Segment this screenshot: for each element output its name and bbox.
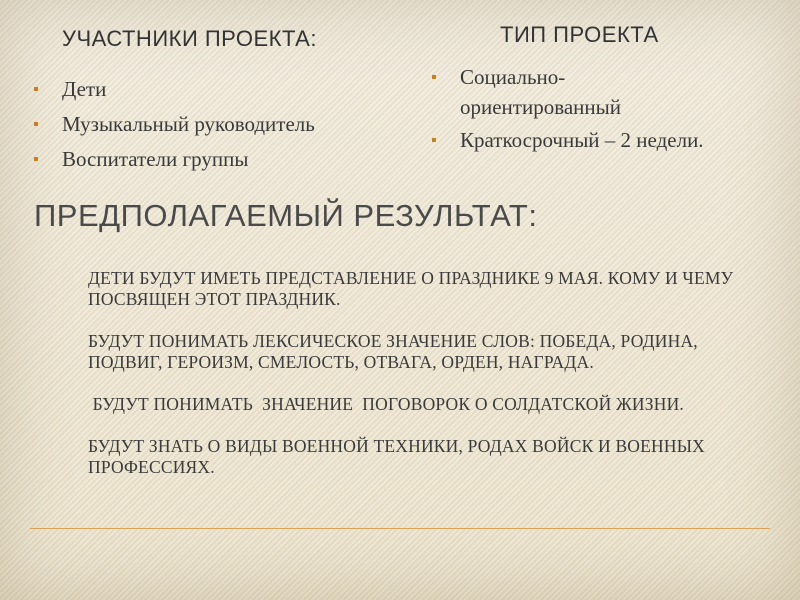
- participant-label: Дети: [62, 77, 107, 101]
- list-item: [432, 62, 680, 122]
- list-item: [34, 144, 315, 174]
- result-heading: ПРЕДПОЛАГАЕМЫЙ РЕЗУЛЬТАТ:: [34, 198, 538, 233]
- bullet-icon: [432, 138, 436, 142]
- bullet-icon: [432, 75, 436, 79]
- participant-label: Воспитатели группы: [62, 147, 249, 171]
- participants-list: [34, 74, 315, 179]
- result-paragraph: БУДУТ ПОНИМАТЬ ЛЕКСИЧЕСКОЕ ЗНАЧЕНИЕ СЛОВ: ПОБЕДА, РОДИНА, ПОДВИГ, ГЕРОИЗМ, СМЕЛОСТЬ, ОТВАГА, ОРДЕН, НАГРАДА.: [88, 331, 703, 372]
- project-type-list: [432, 62, 792, 158]
- bullet-icon: [34, 87, 38, 91]
- result-paragraph: БУДУТ ПОНИМАТЬ ЗНАЧЕНИЕ ПОГОВОРОК О СОЛДАТСКОЙ ЖИЗНИ.: [88, 394, 684, 414]
- result-paragraph: ДЕТИ БУДУТ ИМЕТЬ ПРЕДСТАВЛЕНИЕ О ПРАЗДНИКЕ 9 МАЯ. КОМУ И ЧЕМУ ПОСВЯЩЕН ЭТОТ ПРАЗДНИК.: [88, 268, 738, 309]
- bullet-icon: [34, 157, 38, 161]
- participants-heading: УЧАСТНИКИ ПРОЕКТА:: [62, 26, 317, 51]
- list-item: [34, 74, 315, 104]
- bottom-divider: [30, 528, 770, 529]
- project-type-label: Социально-ориентированный: [460, 65, 621, 119]
- result-paragraph: БУДУТ ЗНАТЬ О ВИДЫ ВОЕННОЙ ТЕХНИКИ, РОДАХ ВОЙСК И ВОЕННЫХ ПРОФЕССИЯХ.: [88, 436, 710, 477]
- result-body: [88, 268, 768, 499]
- participant-label: Музыкальный руководитель: [62, 112, 315, 136]
- list-item: [432, 125, 792, 155]
- bullet-icon: [34, 122, 38, 126]
- project-type-heading: ТИП ПРОЕКТА: [500, 22, 659, 47]
- list-item: [34, 109, 315, 139]
- project-type-label: Краткосрочный – 2 недели.: [460, 128, 704, 152]
